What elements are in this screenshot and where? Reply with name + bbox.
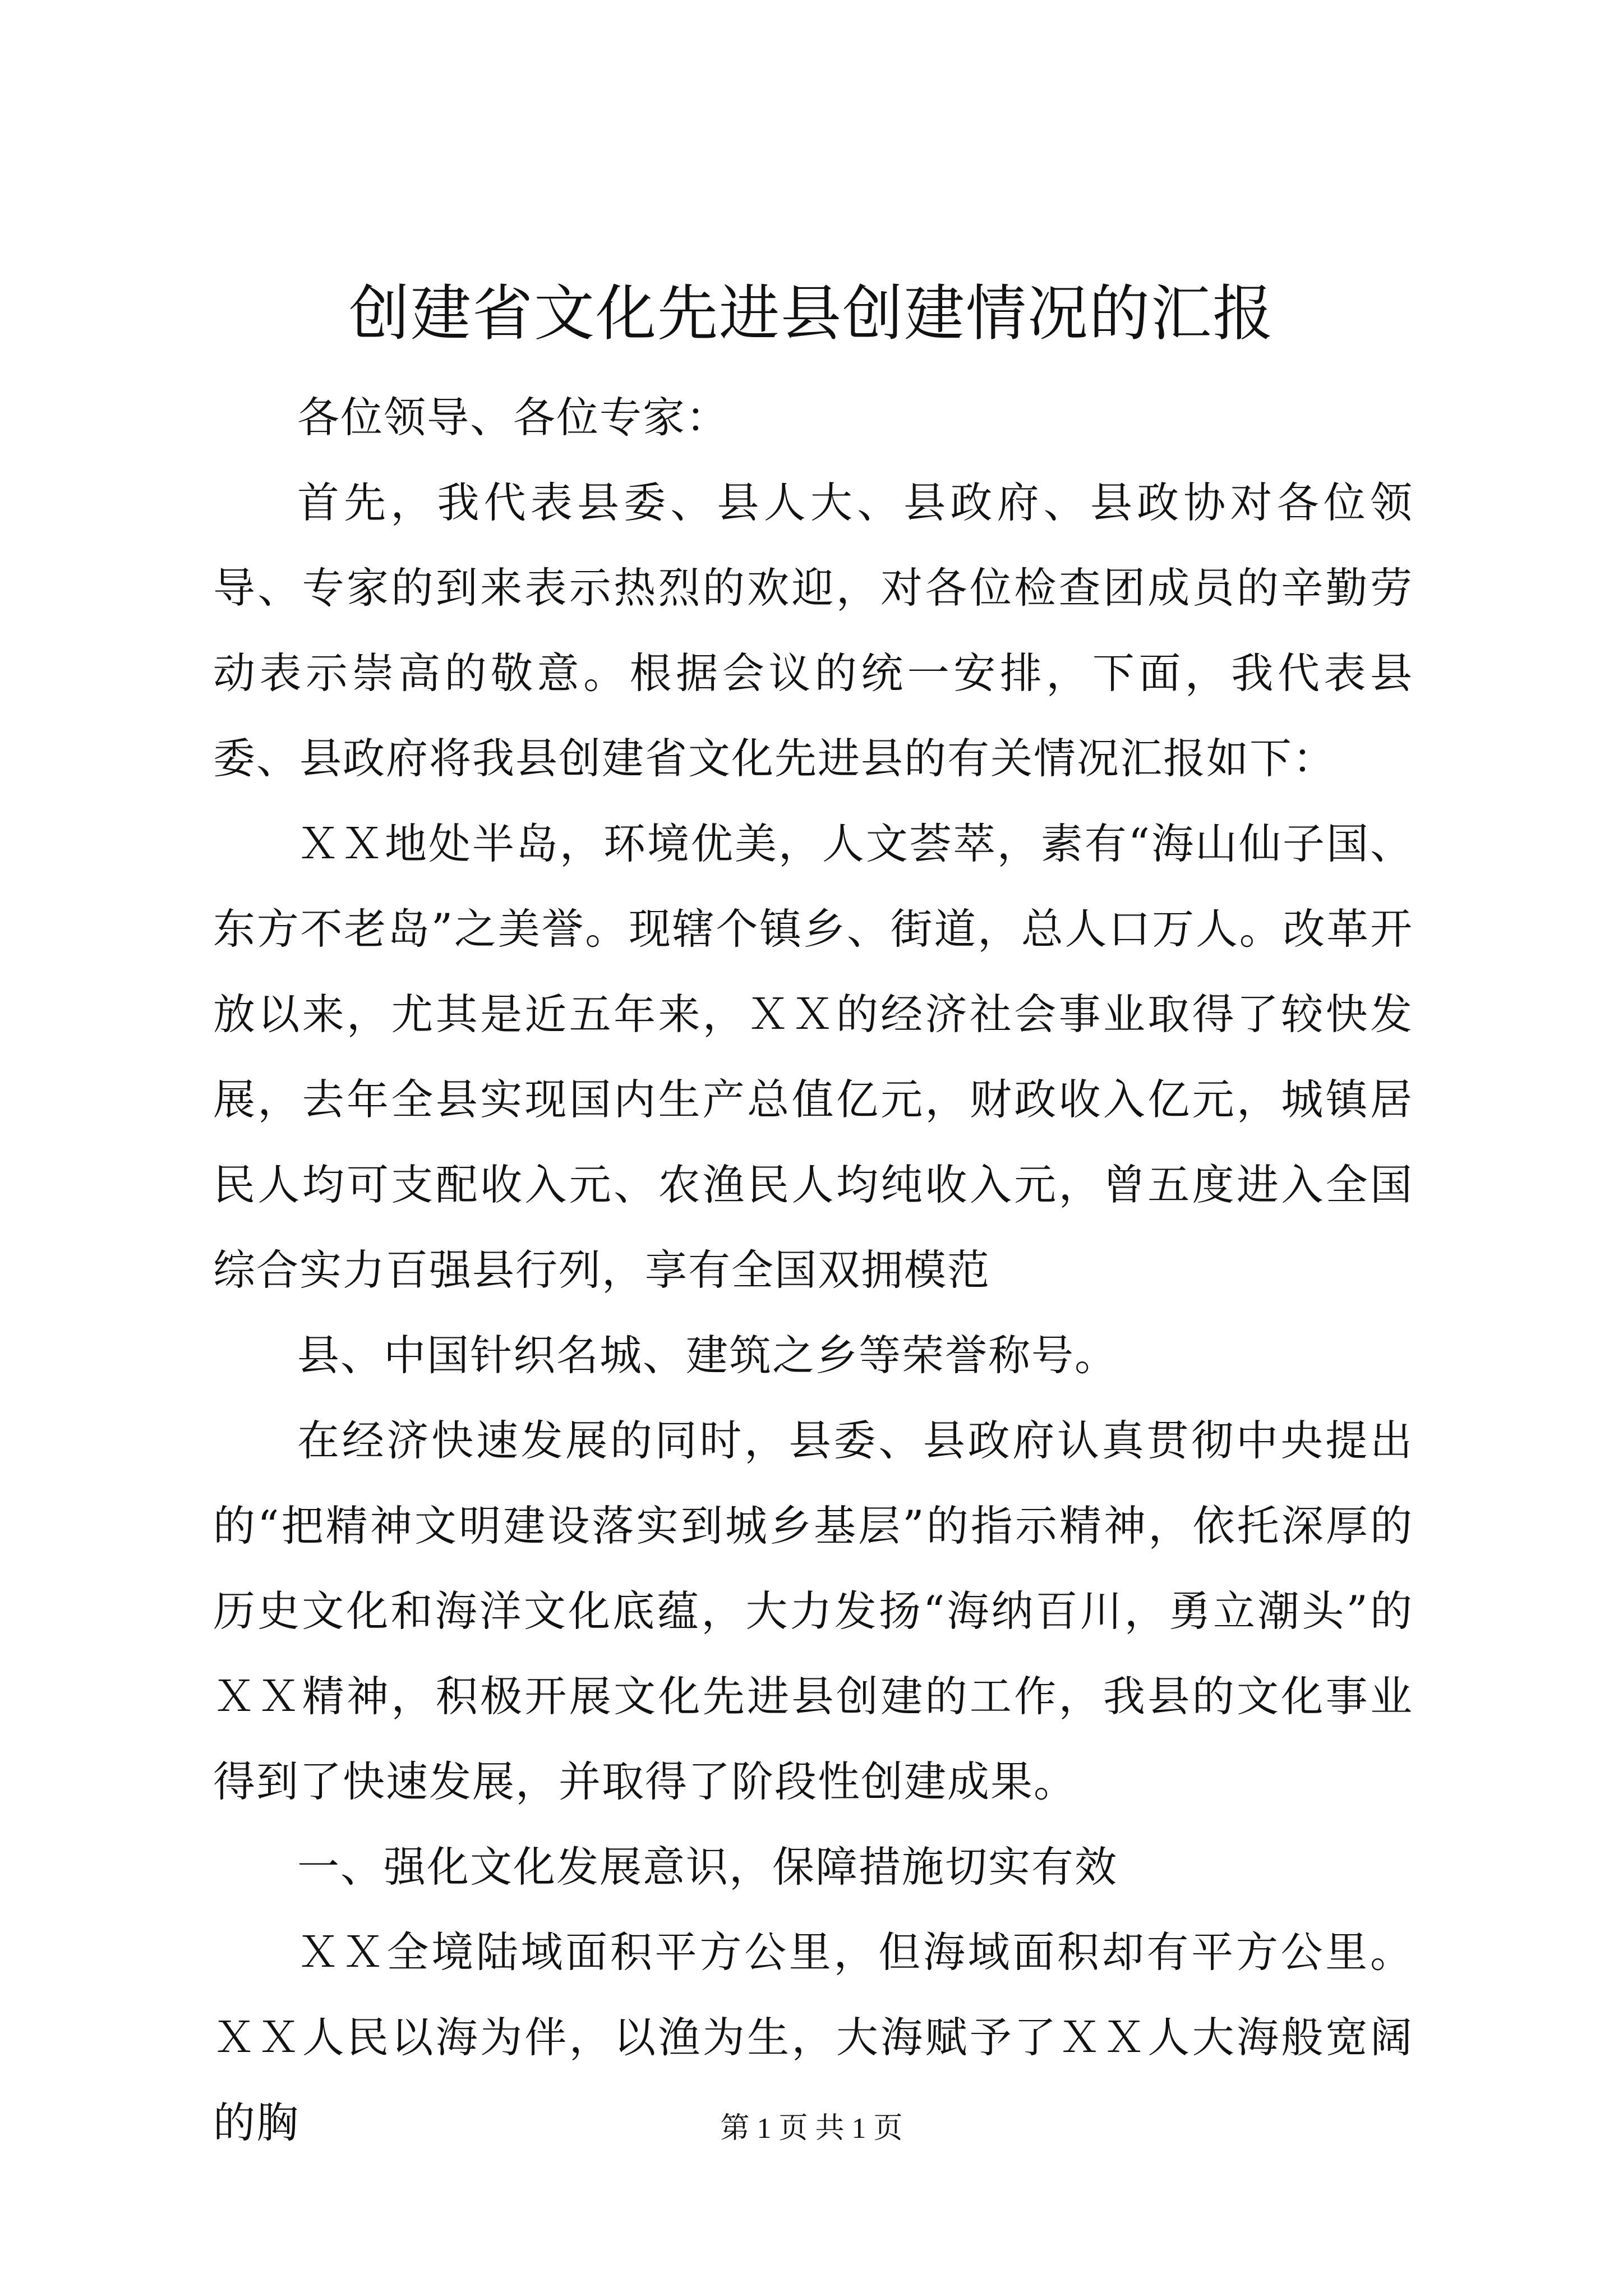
paragraph-geography: ＸＸ全境陆域面积平方公里，但海域面积却有平方公里。ＸＸ人民以海为伴，以渔为生，大海赋予了ＸＸ人大海般宽阔的胸 [213, 1927, 1413, 2147]
paragraph-cultural-development: 在经济快速发展的同时，县委、县政府认真贯彻中央提出的“把精神文明建设落实到城乡基层”的指示精神，依托深厚的历史文化和海洋文化底蕴，大力发扬“海纳百川，勇立潮头”的ＸＸ精神，积极开展文化先进县创建的工作，我县的文化事业得到了快速发展，并取得了阶段性创建成果。 [213, 1416, 1413, 1806]
paragraph-salutation: 各位领导、各位专家： [297, 393, 730, 442]
paragraph-opening: 首先，我代表县委、县人大、县政府、县政协对各位领导、专家的到来表示热烈的欢迎，对各位检查团成员的辛勤劳动表示崇高的敬意。根据会议的统一安排，下面，我代表县委、县政府将我县创建省文化先进县的有关情况汇报如下： [213, 478, 1413, 783]
section-heading-1: 一、强化文化发展意识，保障措施切实有效 [297, 1842, 1118, 1892]
paragraph-county-overview: ＸＸ地处半岛，环境优美，人文荟萃，素有“海山仙子国、东方不老岛”之美誉。现辖个镇乡、街道，总人口万人。改革开放以来，尤其是近五年来，ＸＸ的经济社会事业取得了较快发展，去年全县实现国内生产总值亿元，财政收入亿元，城镇居民人均可支配收入元、农渔民人均纯收入元，曾五度进入全国综合实力百强县行列，享有全国双拥模范 [213, 819, 1413, 1295]
document-title: 创建省文化先进县创建情况的汇报 [348, 279, 1274, 349]
page-footer: 第 1 页 共 1 页 [720, 2113, 903, 2145]
paragraph-honors: 县、中国针织名城、建筑之乡等荣誉称号。 [297, 1331, 1118, 1380]
document-body [213, 375, 1413, 2165]
